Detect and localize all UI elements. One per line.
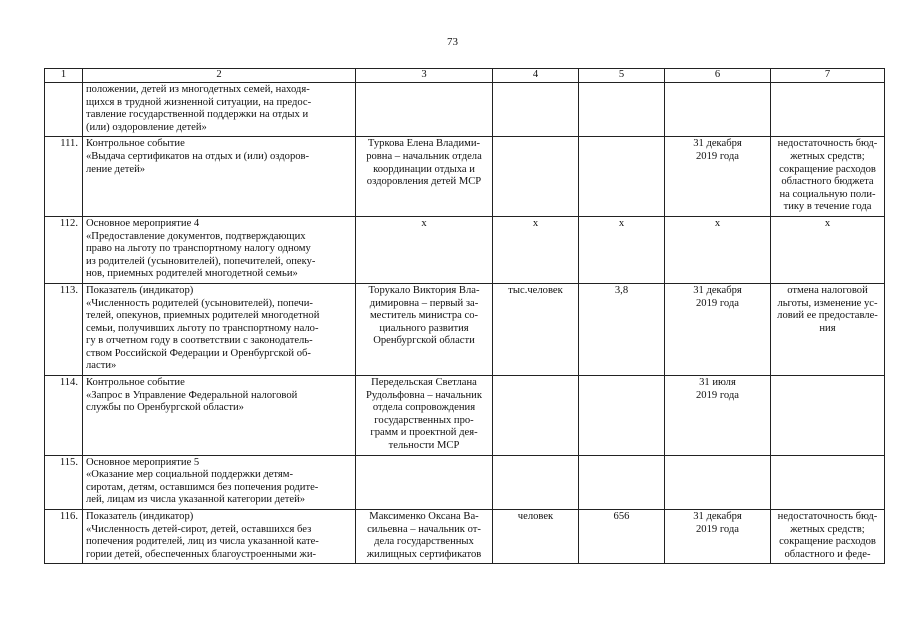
row-number bbox=[45, 83, 83, 137]
table-row bbox=[45, 283, 885, 375]
row-number: 114. bbox=[45, 376, 83, 456]
value bbox=[579, 376, 665, 456]
value: 3,8 bbox=[579, 283, 665, 375]
column-header-7: 7 bbox=[771, 69, 885, 83]
unit bbox=[493, 83, 579, 137]
table-row bbox=[45, 455, 885, 509]
risk bbox=[771, 455, 885, 509]
row-number: 111. bbox=[45, 137, 83, 217]
deadline: х bbox=[665, 216, 771, 283]
measure-name: Показатель (индикатор) «Численность родителей (усыновителей), попечи- телей, опекунов, приемных родителей многодетной семьи, получивших льготу по транспортному нало- гу в отчетном году в соответствии с законодатель- ством Российской Федерации и Оренбургской об- ласти» bbox=[83, 283, 356, 375]
risk bbox=[771, 376, 885, 456]
unit bbox=[493, 137, 579, 217]
unit: тыс.человек bbox=[493, 283, 579, 375]
deadline: 31 декабря 2019 года bbox=[665, 137, 771, 217]
risk: х bbox=[771, 216, 885, 283]
table-row bbox=[45, 216, 885, 283]
table-row bbox=[45, 137, 885, 217]
risk: недостаточность бюд- жетных средств; сокращение расходов областного и феде- bbox=[771, 510, 885, 564]
column-header-5: 5 bbox=[579, 69, 665, 83]
measure-name: положении, детей из многодетных семей, находя- щихся в трудной жизненной ситуации, на предос- тавление государственной поддержки на отдых и (или) оздоровление детей» bbox=[83, 83, 356, 137]
measure-name: Контрольное событие «Выдача сертификатов на отдых и (или) оздоров- ление детей» bbox=[83, 137, 356, 217]
risk bbox=[771, 83, 885, 137]
deadline: 31 декабря 2019 года bbox=[665, 283, 771, 375]
column-header-3: 3 bbox=[356, 69, 493, 83]
measure-name: Основное мероприятие 5 «Оказание мер социальной поддержки детям- сиротам, детям, оставшимся без попечения родите- лей, лицам из числа указанной категории детей» bbox=[83, 455, 356, 509]
deadline bbox=[665, 83, 771, 137]
value bbox=[579, 83, 665, 137]
column-header-6: 6 bbox=[665, 69, 771, 83]
deadline bbox=[665, 455, 771, 509]
row-number: 112. bbox=[45, 216, 83, 283]
page-number: 73 bbox=[447, 36, 458, 48]
value bbox=[579, 455, 665, 509]
measure-name: Показатель (индикатор) «Численность детей-сирот, детей, оставшихся без попечения родителей, лиц из числа указанной кате- гории детей, обеспеченных благоустроенными жи- bbox=[83, 510, 356, 564]
unit: человек bbox=[493, 510, 579, 564]
responsible: Максименко Оксана Ва- сильевна – начальник от- дела государственных жилищных сертификатов bbox=[356, 510, 493, 564]
deadline: 31 июля 2019 года bbox=[665, 376, 771, 456]
value bbox=[579, 137, 665, 217]
row-number: 116. bbox=[45, 510, 83, 564]
row-number: 115. bbox=[45, 455, 83, 509]
responsible bbox=[356, 83, 493, 137]
table-row bbox=[45, 83, 885, 137]
risk: отмена налоговой льготы, изменение ус- ловий ее предоставле- ния bbox=[771, 283, 885, 375]
measure-name: Основное мероприятие 4 «Предоставление документов, подтверждающих право на льготу по транспортному налогу одному из родителей (усыновителей), попечителей, опеку- нов, приемных родителей многодетной семьи» bbox=[83, 216, 356, 283]
responsible bbox=[356, 455, 493, 509]
unit: х bbox=[493, 216, 579, 283]
table-row bbox=[45, 510, 885, 564]
responsible: Торукало Виктория Вла- димировна – первый за- меститель министра со- циального развития Оренбургской области bbox=[356, 283, 493, 375]
plan-table bbox=[44, 68, 885, 564]
column-header-2: 2 bbox=[83, 69, 356, 83]
value: 656 bbox=[579, 510, 665, 564]
row-number: 113. bbox=[45, 283, 83, 375]
value: х bbox=[579, 216, 665, 283]
risk: недостаточность бюд- жетных средств; сокращение расходов областного бюджета на социальную поли- тику в течение года bbox=[771, 137, 885, 217]
responsible: Передельская Светлана Рудольфовна – начальник отдела сопровождения государственных про- грамм и проектной дея- тельности МСР bbox=[356, 376, 493, 456]
table-row bbox=[45, 376, 885, 456]
measure-name: Контрольное событие «Запрос в Управление Федеральной налоговой службы по Оренбургской области» bbox=[83, 376, 356, 456]
unit bbox=[493, 376, 579, 456]
column-header-4: 4 bbox=[493, 69, 579, 83]
responsible: х bbox=[356, 216, 493, 283]
unit bbox=[493, 455, 579, 509]
deadline: 31 декабря 2019 года bbox=[665, 510, 771, 564]
column-header-1: 1 bbox=[45, 69, 83, 83]
header-row bbox=[45, 69, 885, 83]
responsible: Туркова Елена Владими- ровна – начальник отдела координации отдыха и оздоровления детей МСР bbox=[356, 137, 493, 217]
